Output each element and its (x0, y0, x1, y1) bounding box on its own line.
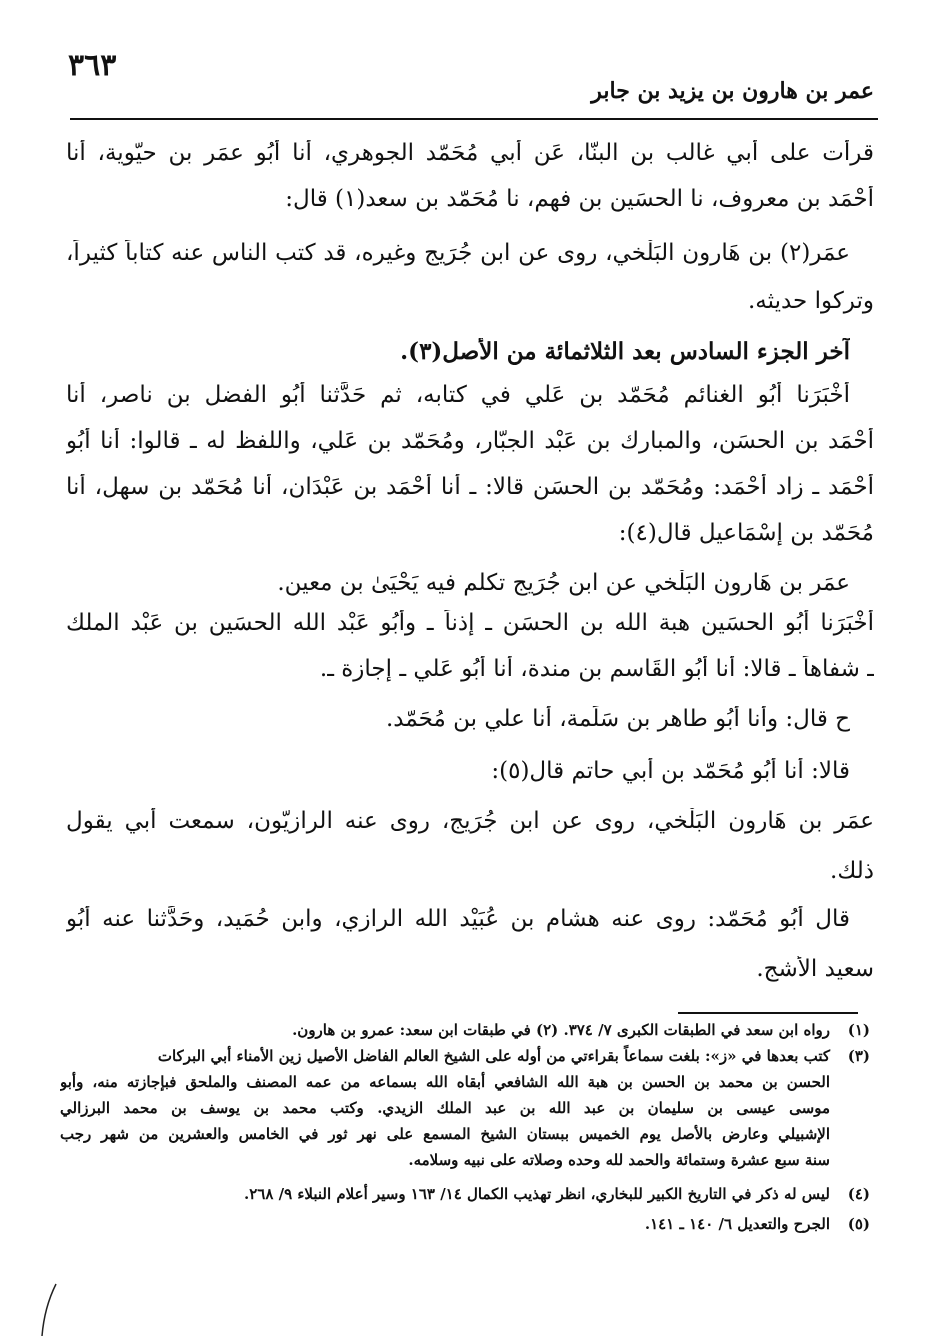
footnote-text: كتب بعدها في «ز»: بلغت سماعاً بقراءتي من أوله على الشيخ العالم الفاضل الأصيل زين الأمناء أبي البركات (157, 1047, 830, 1065)
footnote-continuation: موسى عيسى بن سليمان بن عبد الله بن عبد الملك الزيدي. وكتب محمد بن يوسف بن محمد البرزالي (60, 1099, 830, 1117)
text-line: ح قال: وأنا أَبُو طاهر بن سَلَمة، أنا علي بن مُحَمّد. (385, 706, 850, 732)
text-line: قالا: أنا أَبُو مُحَمّد بن أَبي حاتم قال(٥): (491, 758, 850, 784)
footnote-number: (١) (847, 1021, 870, 1039)
text-line: قرأت على أَبي غالب بن البنّا، عَن أَبي مُحَمّد الجوهري، أنا أَبُو عمَر بن حيّوية، أنا (66, 140, 874, 166)
footnote-rule (678, 1012, 858, 1014)
text-line: أَحْمَد بن الحسَن، والمبارك بن عَبْد الجبّار، ومُحَمّد بن عَلي، واللفظ له ـ قالوا: أنا أَبُو (66, 428, 874, 454)
text-line: عمَر(٢) بن هَارون البَلْخي، روى عن ابن جُرَيج وغيره، قد كتب الناس عنه كتاباً كثيراً، (66, 240, 850, 266)
text-line: أَحْمَد بن معروف، نا الحسَين بن فهم، نا مُحَمّد بن سعد(١) قال: (285, 186, 874, 212)
footnote (60, 1212, 870, 1236)
text-line: عمَر بن هَارون البَلْخي عن ابن جُرَيج تكلم فيه يَحْيَىٰ بن معين. (277, 570, 850, 596)
text-line: أَخْبَرَنا أَبُو الحسَين هبة الله بن الحسَن ـ إذناً ـ وأَبُو عَبْد الله الحسَين بن عَبْد الملك (66, 610, 874, 636)
text-line: سعيد الأشج. (756, 956, 874, 982)
text-line: أَخْبَرَنا أَبُو الغنائم مُحَمّد بن عَلي في كتابه، ثم حَدَّثنا أَبُو الفضل بن ناصر، أنا (66, 382, 850, 408)
text-line: مُحَمّد بن إسْمَاعيل قال(٤): (618, 520, 874, 546)
footnote (60, 1182, 870, 1206)
running-title: عمر بن هارون بن يزيد بن جابر (591, 78, 874, 104)
text-line: ذلك. (830, 858, 874, 884)
footnote (60, 1018, 870, 1042)
header-rule (70, 118, 878, 120)
text-line: عمَر بن هَارون البَلْخي، روى عن ابن جُرَيج، روى عنه الرازيّون، سمعت أَبي يقول (66, 808, 874, 834)
footnote-text: رواه ابن سعد في الطبقات الكبرى ٧/ ٣٧٤. (٢) في طبقات ابن سعد: عمرو بن هارون. (292, 1021, 830, 1039)
footnote (60, 1044, 870, 1068)
page-number: ٣٦٣ (68, 48, 117, 83)
footnote-text: الجرح والتعديل ٦/ ١٤٠ ـ ١٤١. (644, 1215, 830, 1233)
footnote-number: (٤) (847, 1185, 870, 1203)
text-line: ـ شفاهاً ـ قالا: أنا أَبُو القَاسم بن مندة، أنا أَبُو عَلي ـ إجازة ـ. (319, 656, 874, 682)
footnote-text: ليس له ذكر في التاريخ الكبير للبخاري، انظر تهذيب الكمال ١٤/ ١٦٣ وسير أعلام النبلاء ٩/ ٢٦٨. (243, 1185, 830, 1203)
footnote-number: (٣) (847, 1047, 870, 1065)
text-line: قال أَبُو مُحَمّد: روى عنه هشام بن عُبَيْد الله الرازي، وابن حُمَيد، وحَدَّثنا عنه أَبُو (66, 906, 850, 932)
footnote-continuation: سنة سبع عشرة وستمائة والحمد لله وحده وصلاته على نبيه وسلامه. (408, 1151, 830, 1169)
section-heading: آخر الجزء السادس بعد الثلاثمائة من الأصل(٣). (400, 338, 850, 365)
text-line: أَحْمَد ـ زاد أَحْمَد: ومُحَمّد بن الحسَن قالا: ـ أنا أَحْمَد بن عَبْدَان، أنا مُحَمّد بن سهل، أنا (66, 474, 874, 500)
text-line: وتركوا حديثه. (747, 288, 874, 314)
footnote-continuation: الإشبيلي وعارض بالأصل يوم الخميس ببستان الشيخ المسمع على نهر ثور في الخامس والعشرين من شهر رجب (60, 1125, 830, 1143)
footnote-continuation: الحسن بن محمد بن الحسن بن هبة الله الشافعي أبقاه الله بسماعه من عمه المصنف والملحق فبإجازته منه، وأبو (60, 1073, 830, 1091)
pen-mark (30, 1282, 70, 1338)
footnote-number: (٥) (847, 1215, 870, 1233)
